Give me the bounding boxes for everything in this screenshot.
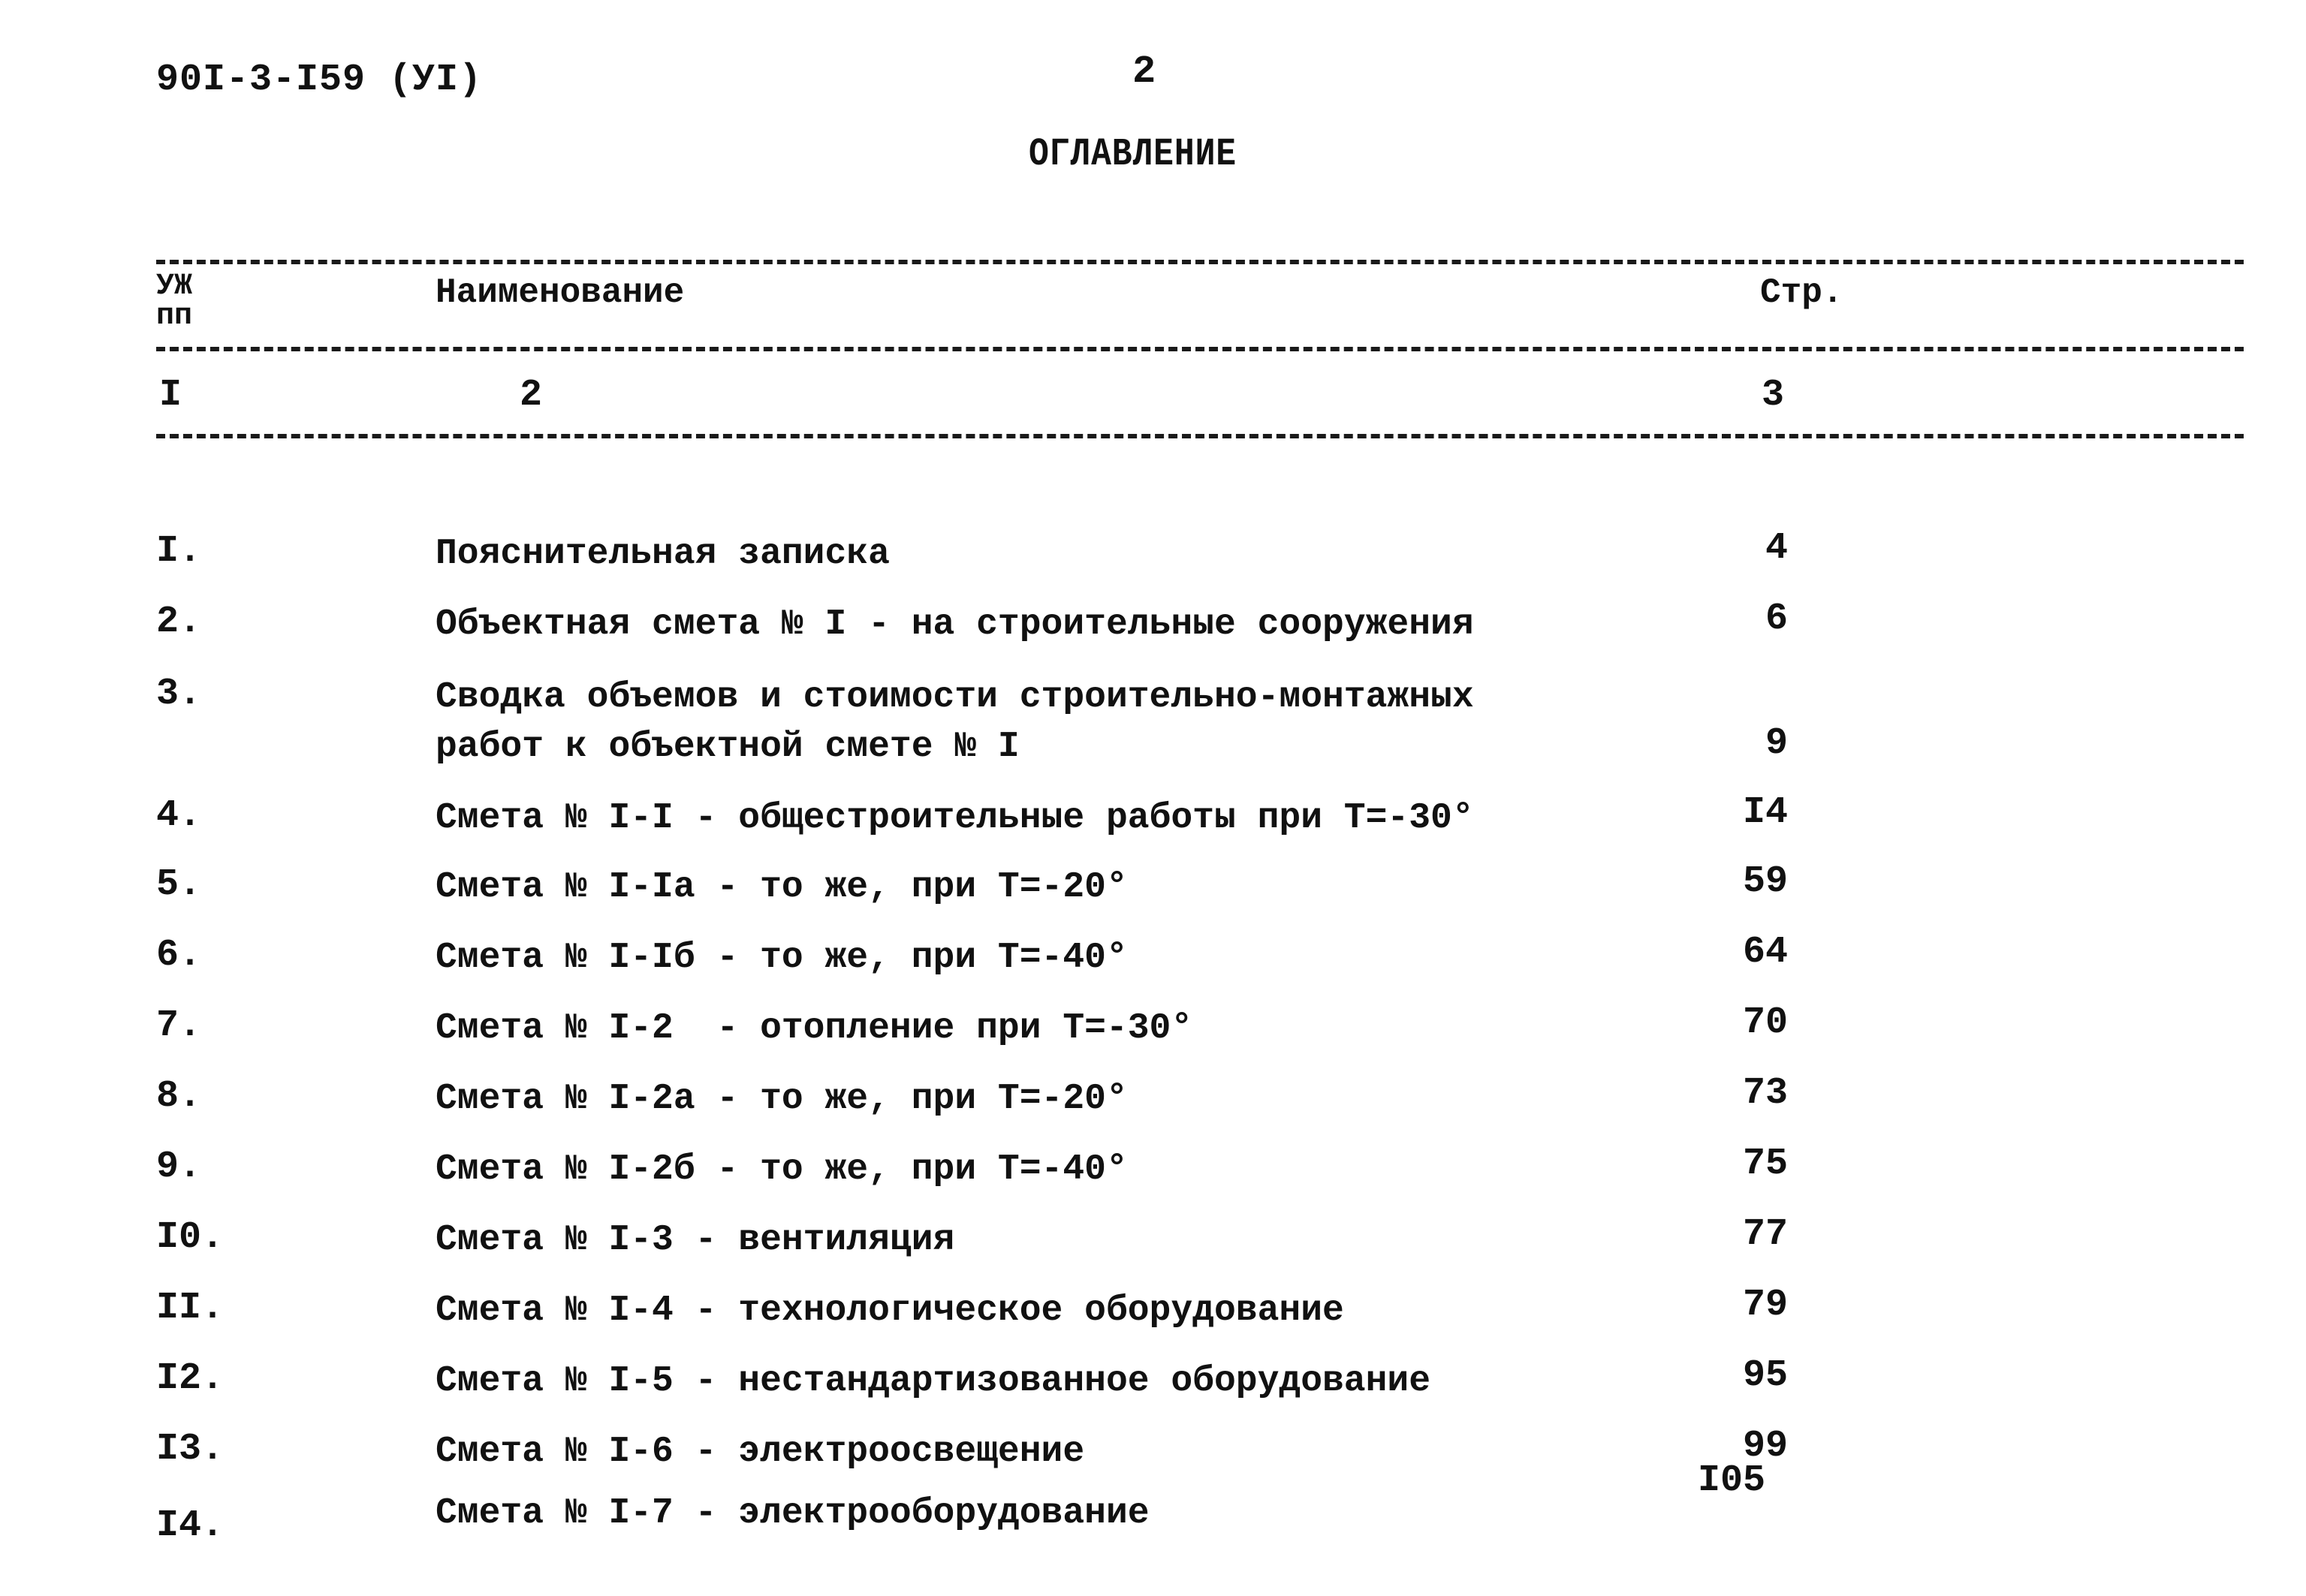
column-header-name: Наименование [436,273,685,312]
toc-row-number: I3. [156,1428,225,1471]
toc-row-name: Сводка объемов и стоимости строительно-монтажных работ к объектной смете № I [436,677,1474,767]
toc-row-page: 99 [1742,1425,1788,1468]
column-header-page: Стр. [1760,273,1843,312]
toc-row-page: I05 [1697,1459,1765,1502]
toc-row [0,1001,2306,1072]
toc-row [0,791,2306,862]
toc-row-page: 4 [1765,527,1788,570]
column-index-2: 2 [520,374,543,417]
toc-row-name: Смета № I-I - общестроительные работы при Т=-30° [436,798,1474,839]
toc-row-name: Смета № I-2 - отопление при Т=-30° [436,1008,1193,1049]
toc-row [0,931,2306,1001]
toc-row-name: Смета № I-Iб - то же, при Т=-40° [436,938,1128,978]
toc-row-number: 2. [156,601,202,643]
toc-row-name: Объектная смета № I - на строительные сооружения [436,604,1474,645]
toc-row-number: I0. [156,1216,225,1259]
toc-row [0,1143,2306,1213]
toc-row-name: Смета № I-3 - вентиляция [436,1220,955,1260]
toc-row-name: Смета № I-2б - то же, при Т=-40° [436,1149,1128,1190]
toc-row-page: 64 [1742,931,1788,974]
toc-row [0,527,2306,598]
toc-row-page: 70 [1742,1001,1788,1044]
toc-row-page: 73 [1742,1072,1788,1115]
toc-row-name: Смета № I-2а - то же, при Т=-20° [436,1079,1128,1119]
toc-row-name: Пояснительная записка [436,534,890,574]
toc-row [0,673,2306,785]
toc-row-page: 95 [1742,1354,1788,1397]
toc-row-number: 5. [156,863,202,906]
toc-row-name: Смета № I-Iа - то же, при Т=-20° [436,867,1128,908]
toc-row [0,1459,2306,1557]
toc-row-number: II. [156,1287,225,1329]
toc-row-number: 6. [156,934,202,977]
toc-row-page: 9 [1765,722,1788,765]
toc-row [0,1072,2306,1143]
toc-row [0,1213,2306,1284]
toc-row [0,598,2306,668]
toc-row-number: I2. [156,1357,225,1400]
document-code: 90I-3-I59 (УI) [156,59,483,101]
toc-row-number: 4. [156,794,202,837]
toc-row [0,1425,2306,1495]
page-title: ОГЛАВЛЕНИЕ [1029,132,1237,176]
toc-row-number: I4. [156,1504,225,1547]
toc-row [0,1284,2306,1354]
column-index-3: 3 [1762,374,1785,417]
toc-row-number: 7. [156,1004,202,1047]
column-header-number: УЖ пп [156,270,193,333]
toc-row-page: 79 [1742,1284,1788,1326]
toc-row-number: I. [156,530,202,573]
toc-row-name: Смета № I-7 - электрооборудование [436,1493,1150,1534]
toc-row-page: I4 [1742,791,1788,834]
toc-row-page: 77 [1742,1213,1788,1256]
toc-row-page: 75 [1742,1143,1788,1185]
toc-row-page: 6 [1765,598,1788,640]
toc-row-name: Смета № I-5 - нестандартизованное оборудование [436,1361,1431,1402]
page-number: 2 [1132,50,1156,94]
toc-row-number: 9. [156,1146,202,1188]
toc-row-name: Смета № I-4 - технологическое оборудование [436,1290,1344,1331]
toc-row-name: Смета № I-6 - электроосвещение [436,1432,1085,1472]
toc-row [0,860,2306,931]
toc-row [0,1354,2306,1425]
toc-row-number: 8. [156,1075,202,1118]
toc-row-number: 3. [156,673,202,715]
toc-row-page: 59 [1742,860,1788,903]
column-index-1: I [159,374,182,417]
